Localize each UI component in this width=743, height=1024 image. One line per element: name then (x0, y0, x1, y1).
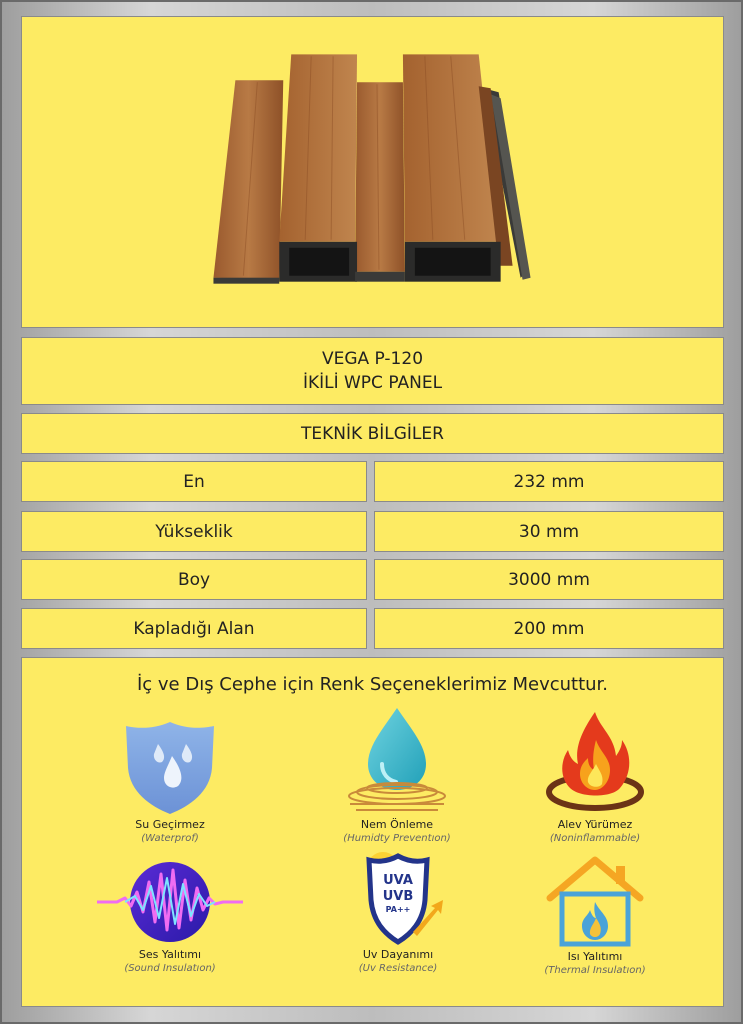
feature-subtitle: (Humidty Preventıon) (343, 833, 451, 844)
feature-fireproof (495, 706, 695, 844)
feature-name: Isı Yalıtımı (567, 950, 623, 963)
spec-value-length: 3000 mm (374, 559, 724, 600)
feature-waterproof (70, 716, 270, 844)
uv-badge-pa: PA++ (385, 905, 411, 914)
spec-label-coverage: Kapladığı Alan (21, 608, 367, 649)
flame-icon (540, 706, 650, 816)
feature-thermal (495, 854, 695, 976)
sound-wave-icon (95, 858, 245, 946)
features-panel (21, 657, 724, 1007)
wpc-panel-image (22, 16, 723, 328)
feature-name: Ses Yalıtımı (138, 948, 202, 961)
feature-name: Alev Yürümez (557, 818, 633, 831)
uv-shield-icon (343, 850, 453, 946)
feature-uv (298, 850, 498, 974)
spec-label-width: En (21, 461, 367, 502)
feature-subtitle: (Noninflammable) (549, 833, 641, 844)
spec-value-width: 232 mm (374, 461, 724, 502)
features-heading: İç ve Dış Cephe için Renk Seçeneklerimiz Mevcuttur. (136, 674, 609, 695)
feature-subtitle: (Thermal Insulatıon) (544, 965, 646, 976)
spec-label-length: Boy (21, 559, 367, 600)
feature-subtitle: (Uv Resistance) (358, 963, 438, 974)
water-drop-icon (342, 704, 452, 816)
product-title (21, 337, 724, 405)
uv-badge-uvb: UVB (382, 889, 414, 904)
feature-humidity (297, 704, 497, 844)
feature-subtitle: (Waterprof) (141, 833, 199, 844)
product-image-panel (21, 16, 724, 328)
spec-value-coverage: 200 mm (374, 608, 724, 649)
product-model: VEGA P-120 (321, 349, 424, 369)
product-type: İKİLİ WPC PANEL (302, 373, 443, 393)
uv-badge-uva: UVA (383, 873, 413, 888)
feature-subtitle: (Sound Insulatıon) (124, 963, 216, 974)
specs-heading: TEKNİK BİLGİLER (21, 413, 724, 454)
spec-value-height: 30 mm (374, 511, 724, 552)
feature-sound (70, 858, 270, 974)
feature-name: Su Geçirmez (135, 818, 205, 831)
feature-name: Nem Önleme (360, 818, 434, 831)
feature-name: Uv Dayanımı (362, 948, 434, 961)
waterproof-shield-icon (120, 716, 220, 816)
house-flame-icon (540, 854, 650, 948)
spec-label-height: Yükseklik (21, 511, 367, 552)
